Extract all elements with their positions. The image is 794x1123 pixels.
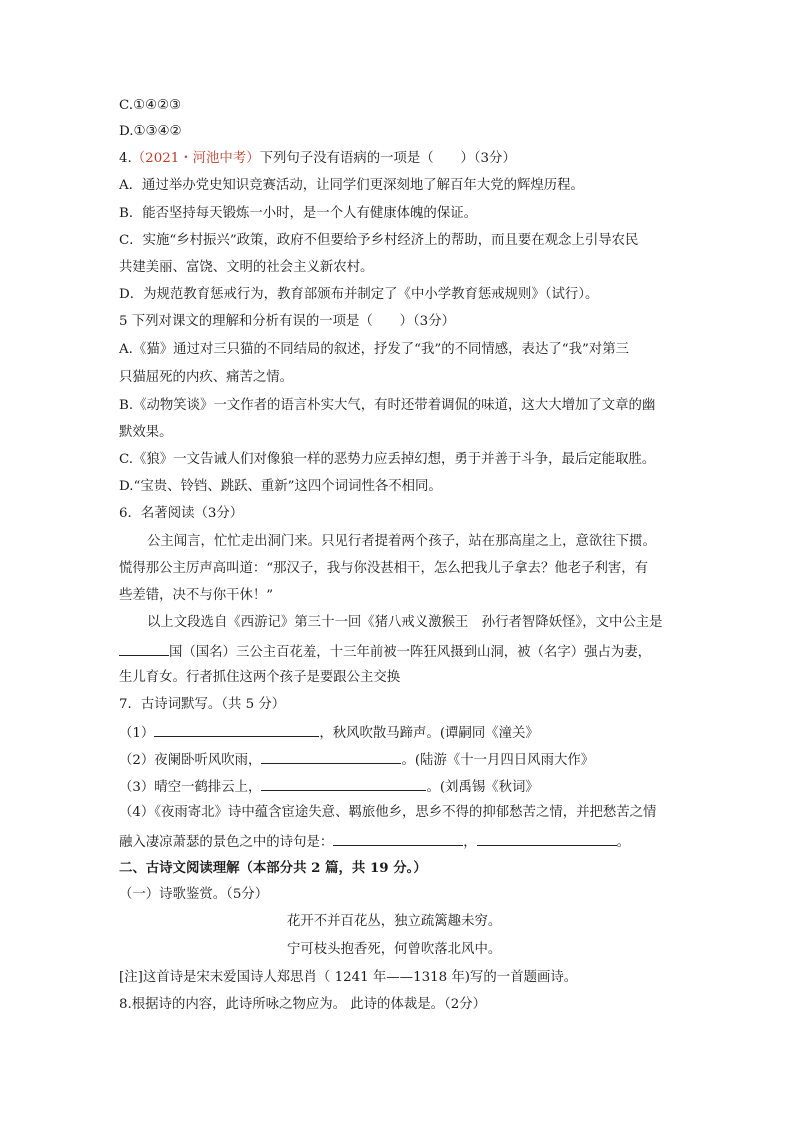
passage-p1-line3: 些差错，决不与你干休！” (119, 588, 274, 603)
item-text: 。(刘禹锡《秋词》 (426, 780, 539, 795)
item-text: 融入凄凉萧瑟的景色之中的诗句是： (119, 835, 334, 850)
item-text: ， (463, 835, 477, 850)
question-7: 7．古诗词默写。（共 5 分） (119, 697, 286, 712)
q4-option-c-line1: C．实施“乡村振兴”政策，政府不但要给予乡村经济上的帮助，而且要在观念上引导农民 (119, 233, 639, 248)
poem-note: [注]这首诗是宋末爱国诗人郑思肖（ 1241 年——1318 年)写的一首题画诗。 (119, 970, 578, 985)
q7-item-2 (119, 749, 685, 771)
passage-p2-line2 (119, 641, 685, 663)
item-text: ，秋风吹散马蹄声。(谭嗣同《潼关》 (319, 726, 539, 741)
q5-option-a-line2: 只猫屈死的内疚、痛苦之情。 (119, 370, 294, 385)
fill-blank[interactable] (261, 749, 401, 764)
q5-option-d: D.“宝贵、铃铛、跳跃、重新”这四个词词性各不相同。 (119, 479, 442, 494)
q7-item-4-line2 (119, 831, 685, 853)
fill-blank[interactable] (119, 641, 169, 656)
fill-blank[interactable] (333, 831, 463, 846)
fill-blank[interactable] (154, 722, 319, 737)
item-text: 。 (616, 835, 631, 850)
poem-line-1: 花开不并百花丛，独立疏篱趣未穷。 (287, 914, 502, 929)
item-label: （1） (119, 726, 155, 741)
passage-text: 国（国名）三公主百花羞，十三年前被一阵狂风摄到山洞，被（名字）强占为妻， (169, 645, 652, 660)
poem-line-2: 宁可枝头抱香死，何曾吹落北风中。 (287, 942, 502, 957)
fill-blank[interactable] (477, 831, 617, 846)
q5-option-c: C.《狼》一文告诫人们对像狼一样的恶势力应丢掉幻想，勇于并善于斗争，最后定能取胜。 (119, 452, 656, 467)
q5-option-b-line2: 默效果。 (119, 425, 173, 440)
q7-item-1 (119, 722, 685, 744)
q4-option-c-line2: 共建美丽、富饶、文明的社会主义新农村。 (119, 260, 374, 275)
q4-option-d: D．为规范教育惩戒行为，教育部颁布并制定了《中小学教育惩戒规则》（试行）。 (119, 287, 599, 302)
q7-item-4-line1: （4）《夜雨寄北》诗中蕴含宦途失意、羁旅他乡，思乡不得的抑郁愁苦之情，并把愁苦之情 (119, 805, 657, 820)
question-number: 4. (119, 151, 132, 166)
question-6: 6．名著阅读（3分） (119, 506, 244, 521)
q4-option-a: A．通过举办党史知识竞赛活动，让同学们更深刻地了解百年大党的辉煌历程。 (119, 178, 584, 193)
question-5: 5 下列对课文的理解和分析有误的一项是（ ）（3分） (119, 314, 455, 329)
q5-option-b-line1: B.《动物笑谈》一文作者的语言朴实大气，有时还带着调侃的味道，这大大增加了文章的幽 (119, 398, 656, 413)
q7-item-3 (119, 776, 685, 798)
q5-option-a-line1: A.《猫》通过对三只猫的不同结局的叙述，抒发了“我”的不同情感，表达了“我”对第三 (119, 342, 629, 357)
question-stem: 下列句子没有语病的一项是（ ）（3分） (259, 151, 516, 166)
item-text: （3）晴空一鹤排云上， (119, 780, 262, 795)
passage-p1-line1: 公主闻言，忙忙走出洞门来。只见行者提着两个孩子，站在那高崖之上，意欲往下掼。 (147, 534, 656, 549)
question-4 (119, 149, 685, 169)
fill-blank[interactable] (261, 776, 426, 791)
passage-p1-line2: 慌得那公主厉声高叫道：“那汉子，我与你没甚相干，怎么把我儿子拿去？他老子利害，有 (119, 561, 649, 576)
q3-option-c: C.①④②③ (119, 98, 182, 113)
section-2-heading: 二、古诗文阅读理解（本部分共 2 篇，共 19 分。） (119, 860, 427, 876)
q4-option-b: B．能否坚持每天锻炼一小时，是一个人有健康体魄的保证。 (119, 206, 477, 221)
passage-p2-line3: 生儿育女。行者抓住这两个孩子是要跟公主交换 (119, 670, 401, 685)
subsection-1: （一）诗歌鉴赏。（5分） (119, 887, 269, 902)
item-text: （2）夜阑卧听风吹雨， (119, 753, 262, 768)
question-8: 8.根据诗的内容，此诗所咏之物应为。 此诗的体裁是。（2分） (119, 997, 487, 1012)
question-source: （2021・河池中考） (131, 151, 260, 166)
passage-p2-line1: 以上文段选自《西游记》第三十一回《猪八戒义激猴王 孙行者智降妖怪》，文中公主是 (147, 615, 663, 630)
q3-option-d: D.①③④② (119, 124, 182, 139)
item-text: 。(陆游《十一月四日风雨大作》 (401, 753, 595, 768)
